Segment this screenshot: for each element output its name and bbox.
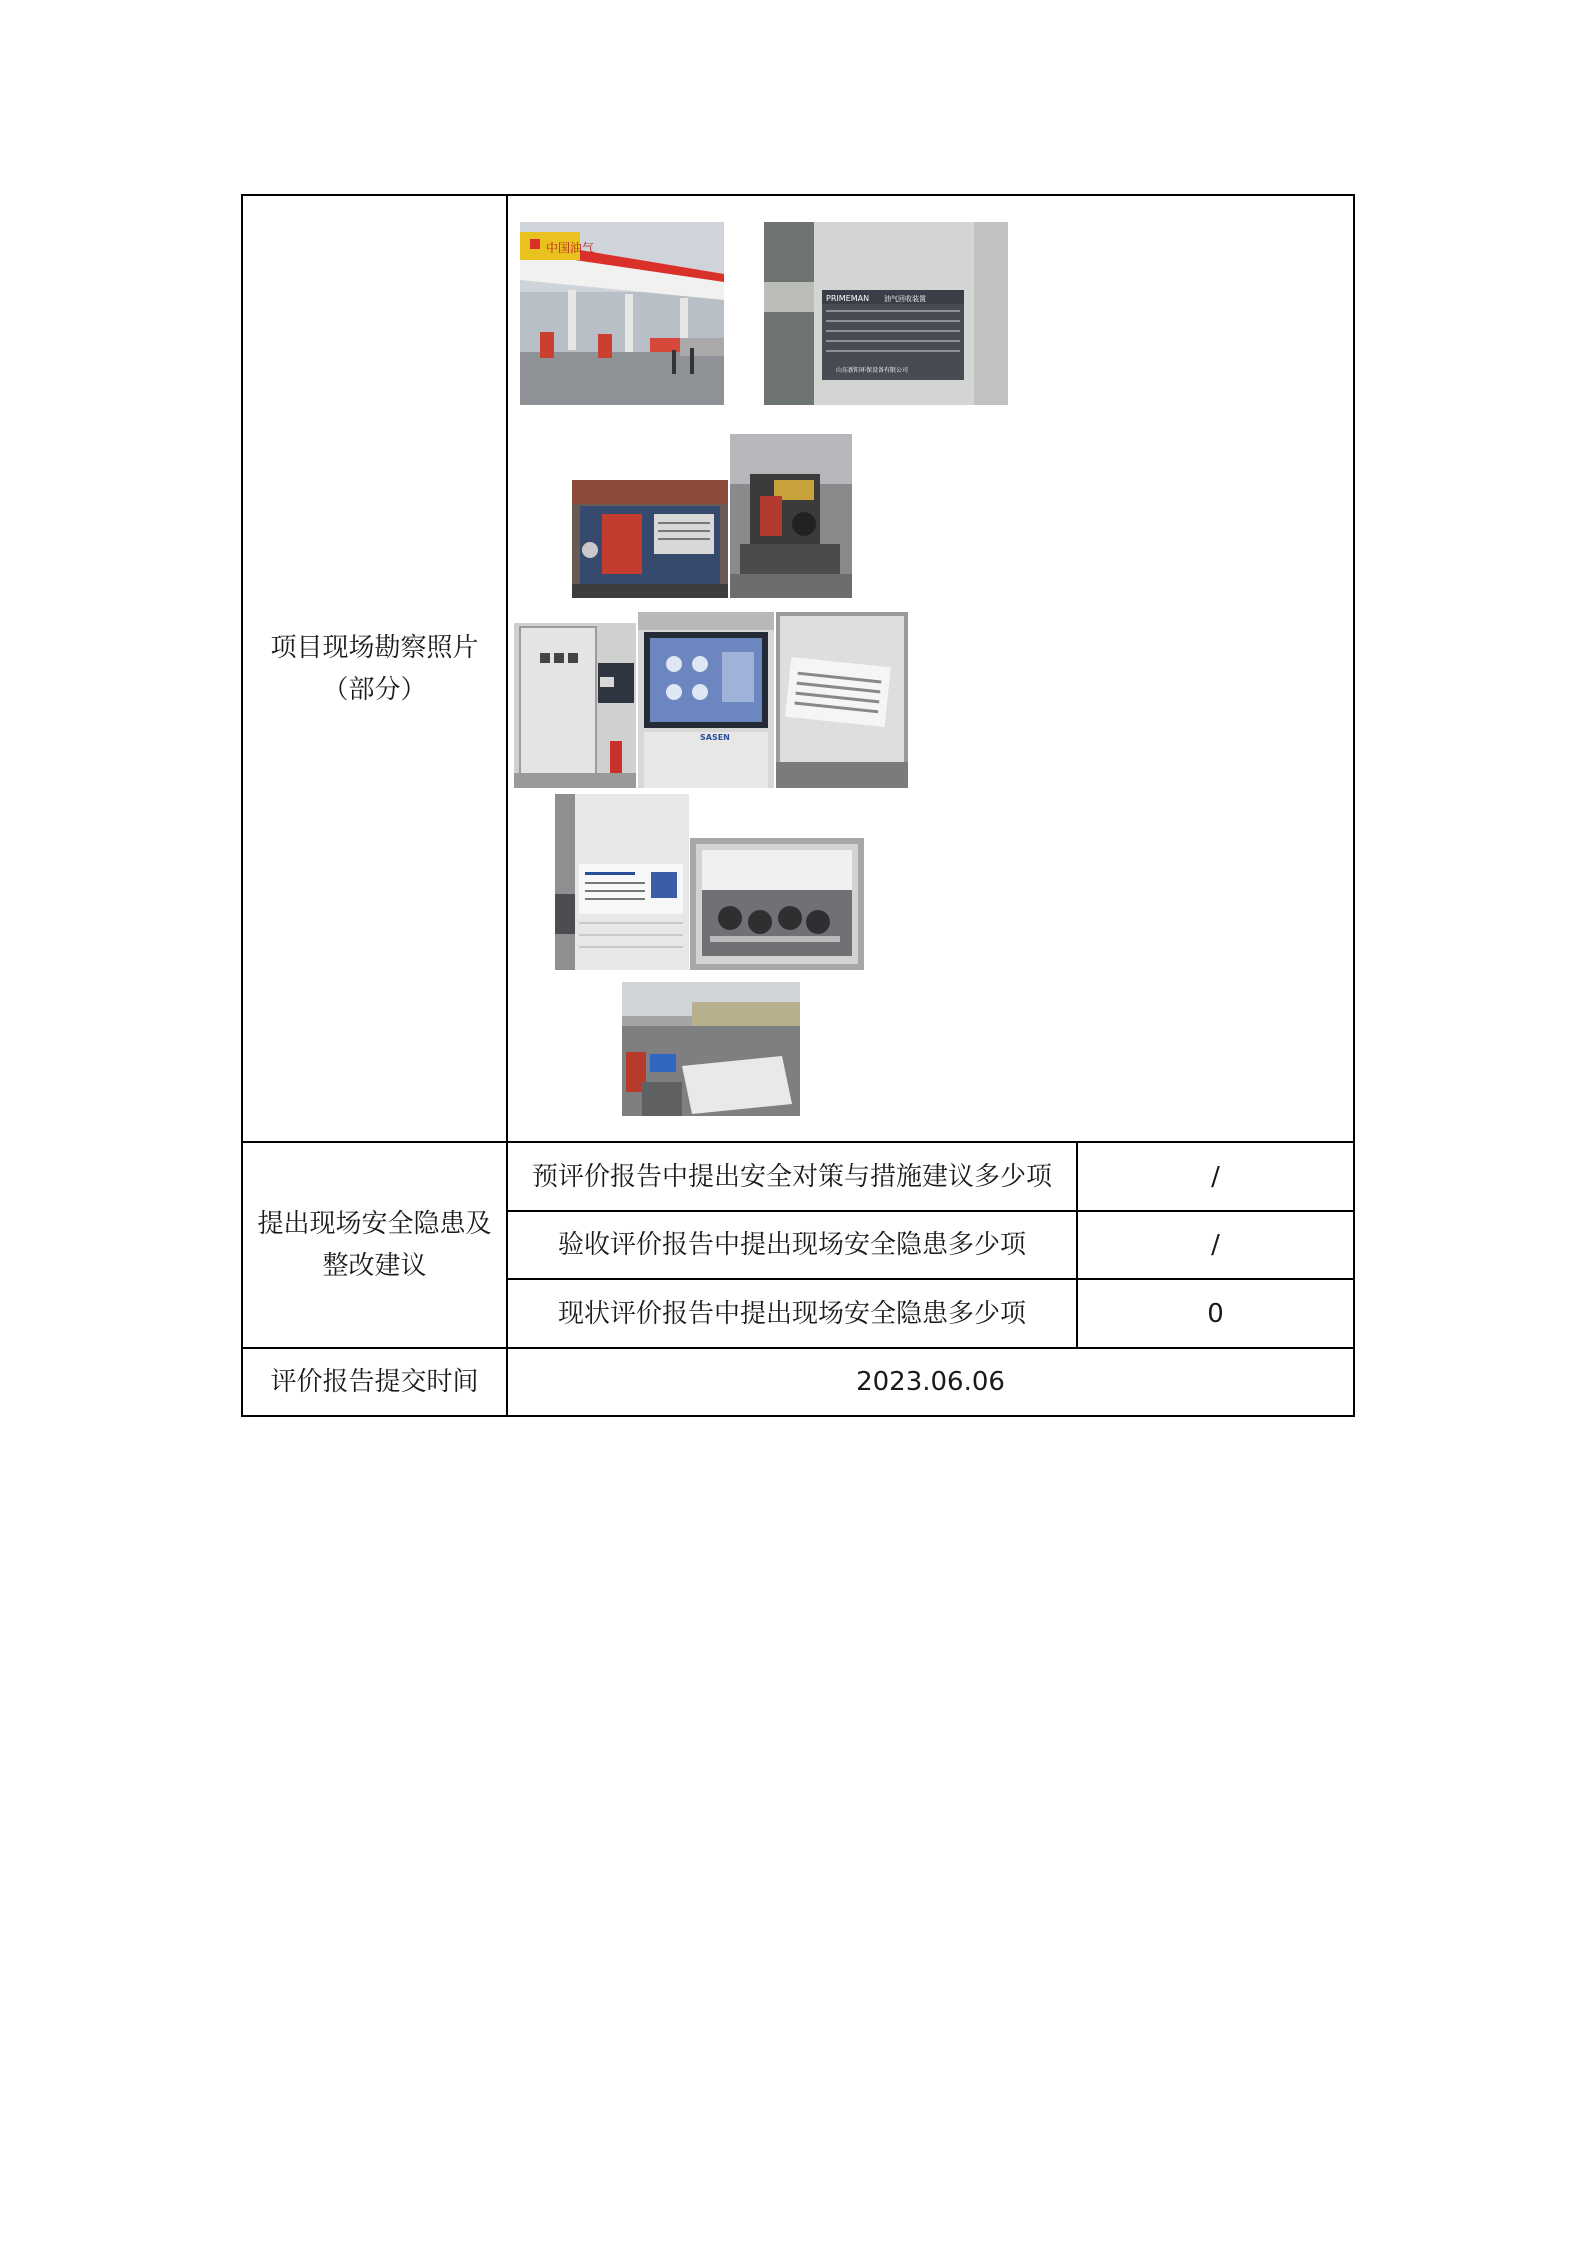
submit-date-text: 2023.06.06 [856,1367,1005,1397]
photo-white-cabinet [555,794,689,970]
hazard-value-3-text: 0 [1207,1298,1224,1329]
photo-gas-station [520,222,724,405]
plate-title-text: 油气回收装置 [884,295,926,303]
hazard-value-2-text: / [1211,1230,1220,1260]
hazard-question-3 [508,1280,1076,1347]
photo-panel-closeup [572,480,728,598]
photo-machine [730,434,852,598]
hazards-row-label-text: 提出现场安全隐患及整改建议 [257,1209,492,1281]
table-border-bottom [241,1415,1355,1417]
hazard-question-1 [508,1143,1076,1210]
table-border-right [1353,194,1355,1417]
submit-row-label [243,1349,506,1415]
station-sign-text: 中国油气 [546,241,595,255]
hazard-question-1-text: 预评价报告中提出安全对策与措施建议多少项 [531,1161,1052,1192]
photo-monitoring-screen [638,612,774,788]
submit-row-label-text: 评价报告提交时间 [270,1367,479,1397]
plate-company-text: 山东新阳环保设备有限公司 [836,367,909,374]
hazard-value-2 [1078,1212,1353,1278]
photo-electrical-cabinet [514,623,636,788]
photo-pipe-fittings [690,838,864,970]
plate-brand-text: PRIMEMAN [826,294,870,303]
photos-row-label-text: 项目现场勘察照片（部分） [270,632,479,705]
hazard-question-3-text: 现状评价报告中提出现场安全隐患多少项 [557,1298,1026,1329]
monitor-brand-text: SASEN [700,733,730,742]
photo-tank-cover [622,982,800,1116]
photo-device-label [776,612,908,788]
hazard-value-1 [1078,1143,1353,1210]
submit-date [508,1349,1353,1415]
photos-row-label [243,196,506,1141]
hazards-row-label [243,1143,506,1347]
hazard-question-2 [508,1212,1076,1278]
hazard-value-1-text: / [1211,1161,1220,1192]
hazard-question-2-text: 验收评价报告中提出现场安全隐患多少项 [557,1230,1026,1260]
photo-equipment-nameplate [764,222,1008,405]
hazard-value-3 [1078,1280,1353,1347]
